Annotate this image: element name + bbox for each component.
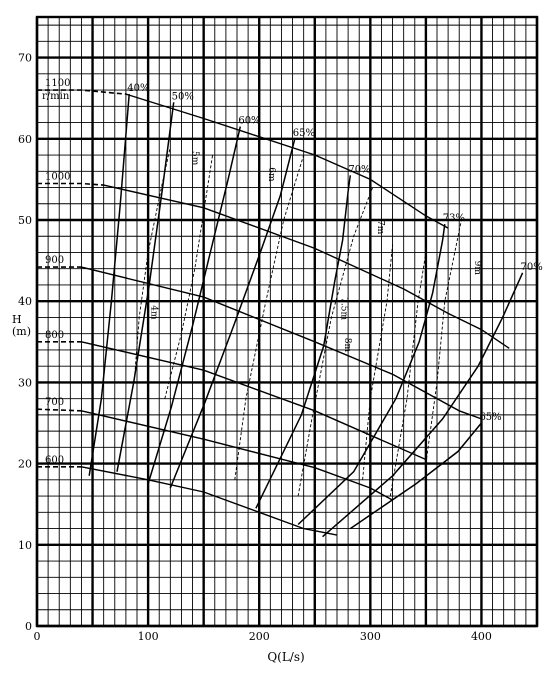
efficiency-label: 40% (127, 83, 150, 95)
efficiency-label: 70% (348, 164, 371, 176)
speed-unit-label: r/min (42, 91, 70, 103)
y-tick-label: 30 (18, 376, 32, 390)
speed-label: 600 (45, 454, 65, 466)
npsh-label: 6m (266, 167, 277, 182)
x-tick-label: 100 (137, 630, 159, 643)
y-axis-label-line: H (12, 313, 22, 326)
y-tick-label: 70 (18, 51, 32, 65)
npsh-curve (165, 155, 213, 399)
npsh-curves (135, 147, 462, 496)
npsh-label: 7m (375, 220, 386, 235)
npsh-curve (426, 220, 462, 464)
efficiency-label: 60% (238, 115, 261, 127)
speed-label: 700 (45, 397, 65, 409)
efficiency-label: 65% (292, 127, 316, 139)
x-tick-label: 300 (359, 630, 381, 643)
npsh-label: 7.5m (338, 297, 349, 320)
npsh-label: 8m (341, 337, 352, 353)
y-tick-label: 50 (18, 214, 32, 227)
x-axis-label: Q(L/s) (267, 650, 305, 664)
head-curves (37, 90, 509, 535)
npsh-label: 5m (189, 150, 200, 166)
speed-label: 1000 (45, 171, 71, 183)
grid-minor (37, 17, 537, 626)
speed-label: 900 (45, 255, 65, 267)
y-tick-label: 0 (25, 620, 32, 633)
npsh-label: 9m (471, 260, 482, 275)
speed-label: 1100 (45, 78, 71, 90)
x-tick-label: 200 (248, 630, 270, 643)
axis-ticks (18, 52, 492, 643)
npsh-curve (363, 244, 393, 479)
x-tick-label: 400 (470, 630, 492, 643)
efficiency-label: 73% (442, 213, 466, 225)
y-tick-label: 10 (18, 538, 32, 552)
speed-label: 800 (45, 329, 65, 341)
npsh-label: 4m (148, 305, 159, 320)
efficiency-label: 50% (171, 91, 194, 103)
y-axis-label (12, 313, 31, 338)
x-tick-label: 0 (33, 630, 41, 643)
efficiency-label: 70% (520, 261, 543, 273)
y-tick-label: 60 (18, 132, 32, 146)
y-axis-label-line: (m) (12, 325, 32, 338)
y-tick-label: 20 (18, 457, 32, 471)
efficiency-label: 65% (479, 412, 502, 423)
y-tick-label: 40 (18, 295, 32, 309)
plot-border (37, 17, 537, 626)
npsh-curve (390, 253, 426, 497)
grid-major (37, 17, 537, 626)
npsh-curve (298, 188, 373, 497)
